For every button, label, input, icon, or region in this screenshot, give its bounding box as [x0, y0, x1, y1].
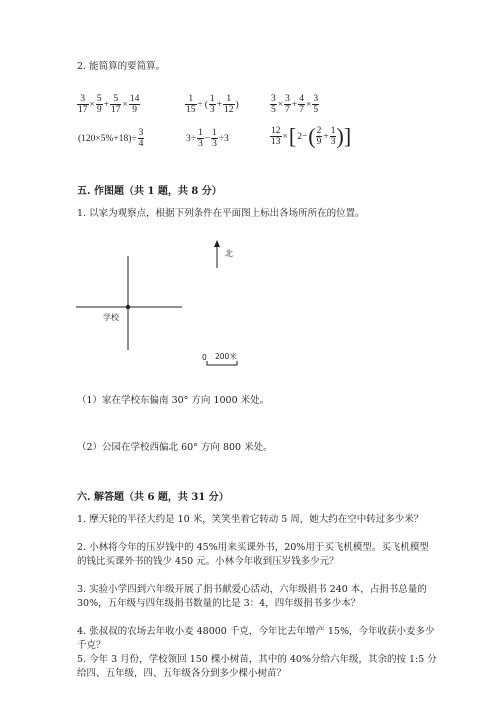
- question-5: 5. 今年 3 月份，学校领回 150 棵小树苗，其中的 40%分给六年级，其余的按 1:5 分给四、五年级，四、五年级各分到多少棵小树苗？: [77, 654, 437, 679]
- expression-3: $\frac{3}{5}$ × $\frac{3}{7}$ + $\frac{4}{7}$ × $\frac{3}{5}$: [271, 94, 319, 115]
- scale-length-label: 200米: [215, 352, 237, 361]
- section2-title: 2. 能简算的要简算。: [77, 61, 166, 72]
- condition-1: （1）家在学校东偏南 30° 方向 1000 米处。: [77, 395, 270, 406]
- question-1: 1. 摩天轮的半径大约是 10 米，笑笑坐着它转动 5 周，她大约在空中转过多少米？: [77, 514, 424, 525]
- question-3: 3. 实验小学四到六年级开展了捐书献爱心活动，六年级捐书 240 本，占捐书总量的 30%，五年级与四年级捐书数量的比是 3：4，四年级捐书多少本？: [77, 584, 427, 609]
- location-diagram: [70, 240, 270, 370]
- school-label: 学校: [103, 313, 119, 322]
- section5-question: 1. 以家为观察点，根据下列条件在平面图上标出各场所所在的位置。: [77, 208, 365, 219]
- question-4: 4. 张叔叔的农场去年收小麦 48000 千克，今年比去年增产 15%，今年收获小麦多少千克？: [77, 626, 435, 651]
- condition-2: （2）公园在学校西偏北 60° 方向 800 米处。: [77, 442, 273, 453]
- section5-title: 五. 作图题（共 1 题，共 8 分）: [77, 186, 222, 197]
- section6-title: 六. 解答题（共 6 题，共 31 分）: [77, 492, 229, 503]
- expression-1: $\frac{3}{17}$ × $\frac{5}{9}$ + $\frac{5}{17}$ × $\frac{14}{9}$: [78, 94, 140, 115]
- expression-6: $\frac{12}{13}$ ×[2−( $\frac{2}{9}$ + $\frac{1}{3}$ )]: [271, 123, 352, 149]
- school-point: [126, 305, 130, 309]
- north-label: 北: [225, 249, 233, 258]
- scale-zero-label: 0: [202, 353, 207, 362]
- scale-bar: [207, 361, 237, 365]
- question-2: 2. 小林将今年的压岁钱中的 45%用来买课外书，20%用于买飞机模型。买飞机模型的钱比买课外书的钱少 450 元。小林今年收到压岁钱多少元？: [77, 542, 429, 567]
- expression-5: 3÷ $\frac{1}{3}$ − $\frac{1}{3}$ ÷3: [186, 128, 229, 149]
- north-arrow-head: [214, 240, 220, 247]
- expression-2: $\frac{1}{15}$ ÷ ( $\frac{1}{3}$ + $\frac{1}{12}$ ): [186, 94, 239, 115]
- expression-4: (120×5%+18)÷ $\frac{3}{4}$: [78, 128, 144, 149]
